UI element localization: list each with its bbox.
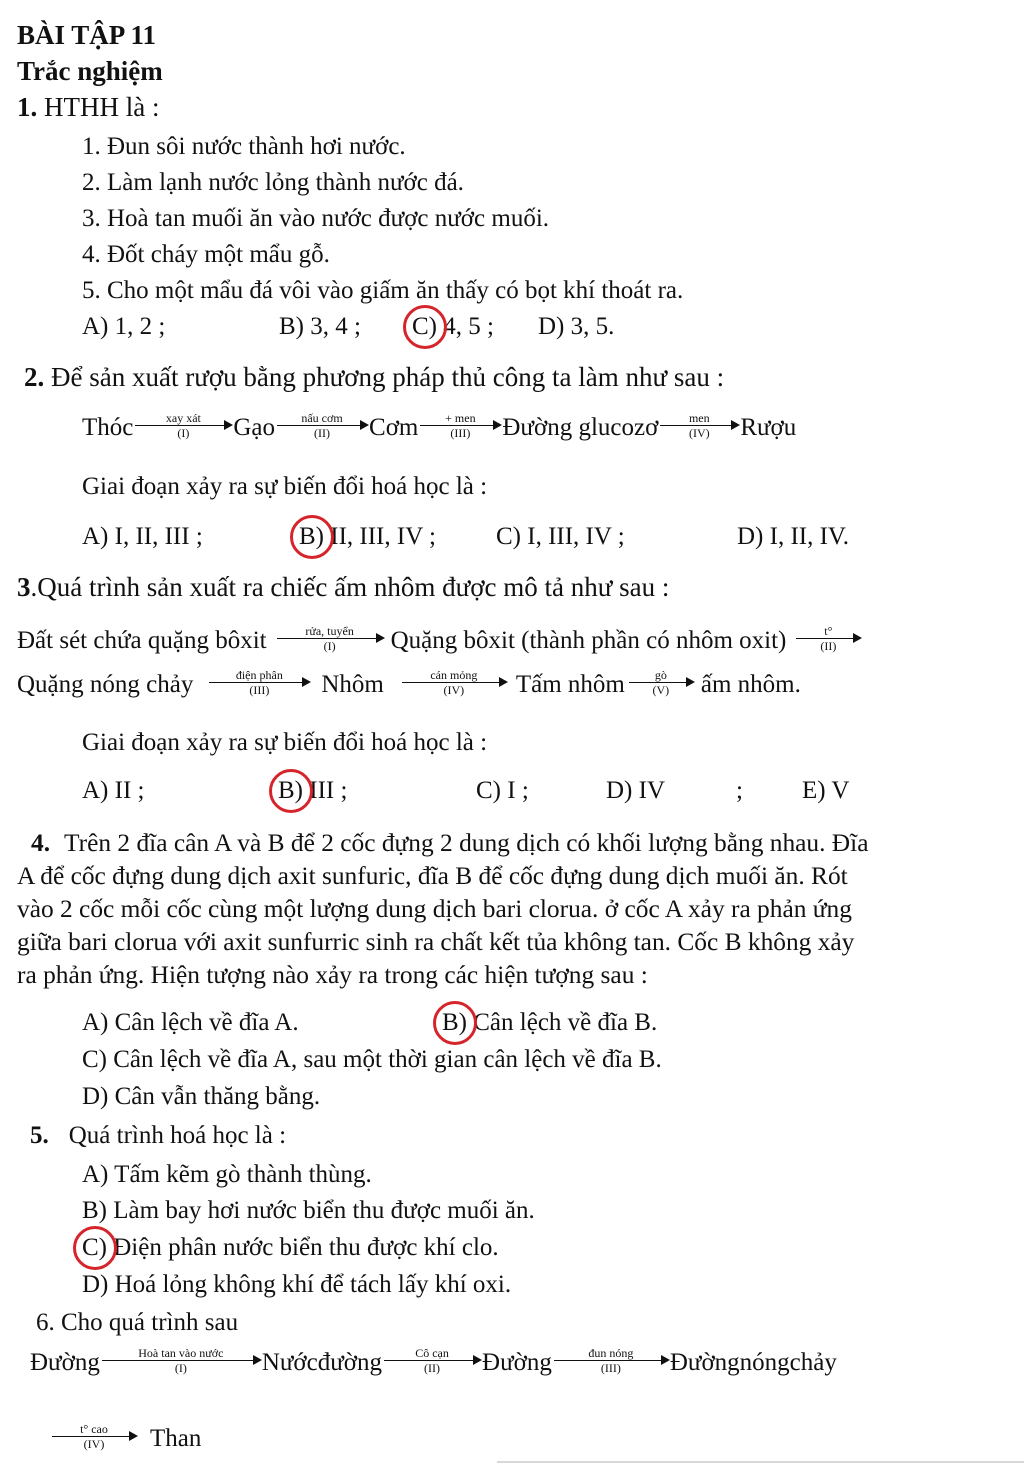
q5-option-a: A) Tấm kẽm gò thành thùng. bbox=[82, 1161, 372, 1188]
q3-arrow-3: điện phân (III) bbox=[209, 668, 309, 697]
q3-stem: .Quá trình sản xuất ra chiếc ấm nhôm được mô tả như sau : bbox=[30, 572, 670, 602]
page-heading: BÀI TẬP 11 bbox=[17, 20, 157, 50]
q3-reaction-chain-line-1 bbox=[17, 623, 862, 657]
q1-item-5: 5. Cho một mẩu đá vôi vào giấm ăn thấy có bọt khí thoát ra. bbox=[82, 277, 684, 304]
q1-item-4: 4. Đốt cháy một mẩu gỗ. bbox=[82, 241, 330, 268]
q6-arrow-2: Cô cạn (II) bbox=[384, 1346, 480, 1375]
q3-arrow-1: rửa, tuyển (I) bbox=[277, 624, 383, 653]
q3-option-c: C) I ; bbox=[476, 777, 529, 804]
q3-number: 3 bbox=[17, 572, 31, 602]
q2-question: Giai đoạn xảy ra sự biến đổi hoá học là : bbox=[82, 473, 488, 500]
q6-stem: Cho quá trình sau bbox=[61, 1309, 239, 1336]
q4-line-2: A để cốc đựng dung dịch axit sunfuric, đĩa B để cốc đựng dung dịch muối ăn. Rót bbox=[17, 862, 848, 890]
q2-chain-com: Cơm bbox=[369, 414, 419, 441]
q3-stem-line bbox=[17, 572, 669, 602]
q1-item-1: 1. Đun sôi nước thành hơi nước. bbox=[82, 133, 406, 160]
q1-circled-answer: C) bbox=[412, 313, 437, 340]
q2-chain-gao: Gạo bbox=[233, 414, 276, 441]
q1-option-c-text: 4, 5 ; bbox=[443, 313, 494, 340]
q5-stem-line bbox=[30, 1121, 286, 1151]
q4-text-1: Trên 2 đĩa cân A và B để 2 cốc đựng 2 dung dịch có khối lượng bằng nhau. Đĩa bbox=[64, 829, 869, 857]
q1-option-c bbox=[412, 312, 494, 342]
q2-option-b-text: II, III, IV ; bbox=[330, 523, 436, 550]
page-subheading: Trắc nghiệm bbox=[17, 56, 163, 86]
q2-stem-line bbox=[24, 362, 724, 392]
q2-chain-thoc: Thóc bbox=[82, 414, 134, 441]
q4-line-5: ra phản ứng. Hiện tượng nào xảy ra trong các hiện tượng sau : bbox=[17, 961, 648, 989]
q1-option-a: A) 1, 2 ; bbox=[82, 313, 166, 340]
q1-item-3: 3. Hoà tan muối ăn vào nước được nước muối. bbox=[82, 205, 550, 232]
q3-chain-tam-nhom: Tấm nhôm bbox=[515, 671, 625, 698]
q1-stem-line bbox=[17, 92, 159, 122]
q6-reaction-chain-line-1 bbox=[30, 1345, 837, 1379]
q1-option-d: D) 3, 5. bbox=[538, 313, 615, 340]
q6-number: 6. bbox=[36, 1309, 55, 1336]
q1-number: 1. bbox=[17, 92, 38, 122]
q3-option-a: A) II ; bbox=[82, 777, 145, 804]
q6-chain-nuoc-duong: Nướcđường bbox=[261, 1349, 383, 1376]
q5-option-b: B) Làm bay hơi nước biển thu được muối ăn. bbox=[82, 1197, 535, 1224]
q2-chain-ruou: Rượu bbox=[740, 414, 797, 441]
q4-line-1 bbox=[17, 828, 868, 858]
q3-question: Giai đoạn xảy ra sự biến đổi hoá học là : bbox=[82, 729, 488, 756]
q2-option-d: D) I, II, IV. bbox=[737, 523, 850, 550]
q4-option-b-text: Cân lệch về đĩa B. bbox=[473, 1009, 658, 1036]
q2-option-c: C) I, III, IV ; bbox=[496, 523, 625, 550]
q5-option-d: D) Hoá lỏng không khí để tách lấy khí oxi. bbox=[82, 1271, 512, 1298]
q4-option-d: D) Cân vẫn thăng bằng. bbox=[82, 1083, 321, 1110]
q2-chain-glucozo: Đường glucozơ bbox=[502, 414, 659, 441]
q6-arrow-1: Hoà tan vào nước (I) bbox=[102, 1346, 260, 1375]
q6-chain-duong-nong-chay: Đườngnóngchảy bbox=[669, 1349, 837, 1376]
q3-arrow-2: $\frac{t^\circ}{(II)}$ bbox=[796, 624, 860, 653]
q4-option-a: A) Cân lệch về đĩa A. bbox=[82, 1009, 299, 1036]
q5-circled-answer: C) bbox=[82, 1234, 107, 1261]
q2-option-a: A) I, II, III ; bbox=[82, 523, 203, 550]
q3-chain-quang-boxit: Quặng bôxit (thành phần có nhôm oxit) bbox=[390, 627, 787, 654]
q5-option-c bbox=[82, 1233, 499, 1263]
q2-reaction-chain bbox=[82, 410, 797, 444]
q3-chain-datset: Đất sét chứa quặng bôxit bbox=[17, 627, 267, 654]
q3-chain-nhom: Nhôm bbox=[321, 671, 384, 698]
q2-stem: Để sản xuất rượu bằng phương pháp thủ công ta làm như sau : bbox=[51, 362, 725, 392]
q3-reaction-chain-line-2 bbox=[17, 667, 801, 701]
q2-arrow-2: nấu cơm (II) bbox=[277, 411, 367, 440]
q3-circled-answer: B) bbox=[278, 777, 303, 804]
page-bottom-rule bbox=[497, 1461, 1024, 1463]
q3-option-e: E) V bbox=[802, 777, 850, 804]
q4-number: 4. bbox=[31, 829, 51, 857]
q4-option-c: C) Cân lệch về đĩa A, sau một thời gian cân lệch về đĩa B. bbox=[82, 1046, 662, 1073]
q6-stem-line bbox=[36, 1308, 238, 1338]
q6-arrow-3: đun nóng (III) bbox=[554, 1346, 668, 1375]
q1-stem: HTHH là : bbox=[44, 92, 160, 122]
q3-arrow-4: cán mỏng (IV) bbox=[402, 668, 506, 697]
q4-line-4: giữa bari clorua với axit sunfurric sinh ra chất kết tủa không tan. Cốc B không xảy bbox=[17, 928, 855, 956]
q2-arrow-3: + men (III) bbox=[420, 411, 500, 440]
q3-option-b bbox=[278, 776, 347, 806]
q2-circled-answer: B) bbox=[299, 523, 324, 550]
q6-chain-duong-2: Đường bbox=[482, 1349, 552, 1376]
q6-chain-than: Than bbox=[150, 1425, 202, 1452]
q6-reaction-chain-line-2 bbox=[50, 1421, 202, 1455]
q2-arrow-1: xay xát (I) bbox=[135, 411, 231, 440]
q3-arrow-5: $\frac{gò}{(V)}$ bbox=[629, 668, 693, 697]
q1-item-2: 2. Làm lạnh nước lỏng thành nước đá. bbox=[82, 169, 464, 196]
q6-arrow-4: t° cao (IV) bbox=[52, 1422, 136, 1451]
q2-arrow-4: men (IV) bbox=[660, 411, 738, 440]
q1-option-b: B) 3, 4 ; bbox=[279, 313, 361, 340]
q2-option-b bbox=[299, 522, 436, 552]
q3-chain-am-nhom: ấm nhôm. bbox=[700, 671, 801, 698]
q3-option-d-separator: ; bbox=[736, 777, 743, 804]
q5-number: 5. bbox=[30, 1122, 49, 1149]
q4-circled-answer: B) bbox=[442, 1009, 467, 1036]
q5-option-c-text: Điện phân nước biển thu được khí clo. bbox=[113, 1234, 499, 1261]
q4-line-3: vào 2 cốc mỗi cốc cùng một lượng dung dịch bari clorua. ở cốc A xảy ra phản ứng bbox=[17, 895, 852, 923]
q3-chain-quang-nong-chay: Quặng nóng chảy bbox=[17, 671, 194, 698]
q2-number: 2. bbox=[24, 362, 45, 392]
q5-stem: Quá trình hoá học là : bbox=[68, 1122, 287, 1149]
q6-chain-duong: Đường bbox=[30, 1349, 100, 1376]
q4-option-b bbox=[442, 1008, 657, 1038]
q3-option-d: D) IV bbox=[606, 777, 666, 804]
q3-option-b-text: III ; bbox=[309, 777, 348, 804]
